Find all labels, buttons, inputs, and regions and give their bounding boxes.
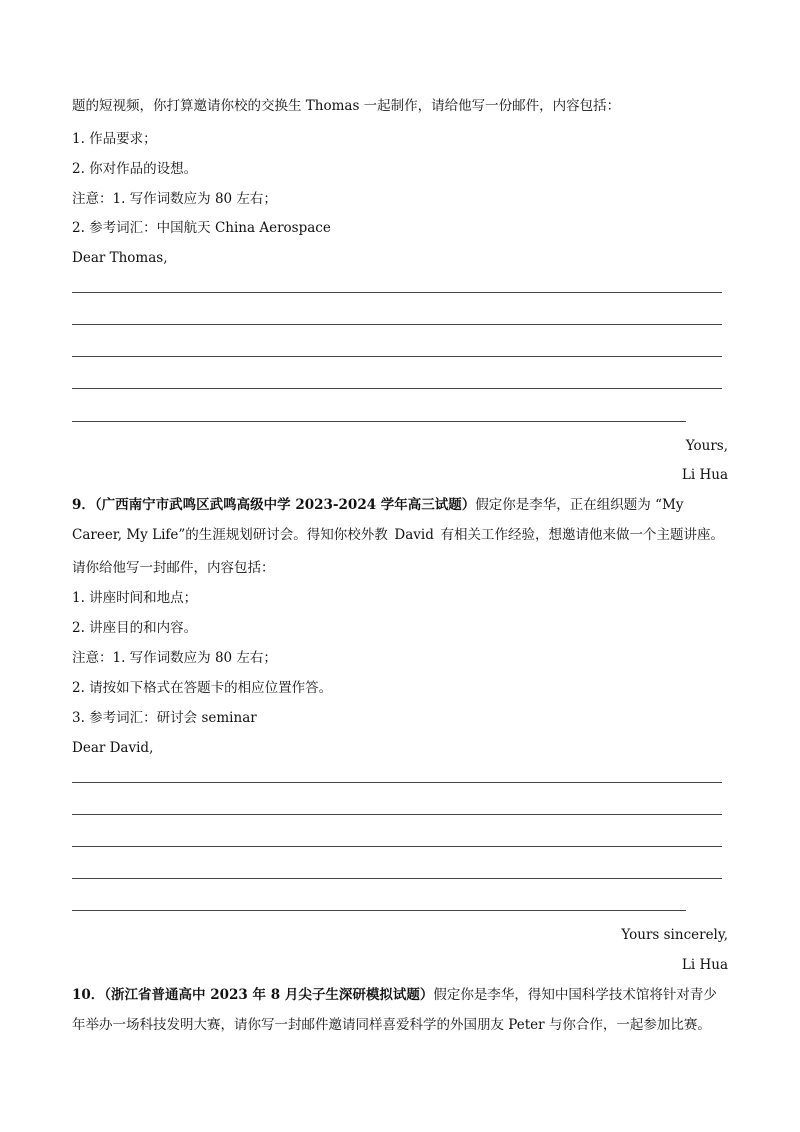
q10-heading [72,986,717,1004]
q8-item-2: 2. 你对作品的设想。 [72,161,198,177]
q9-answer-line[interactable] [72,878,722,879]
q9-salutation: Dear David, [72,740,154,756]
q9-prompt-part: 有相关工作经验，想邀请他来做一个主题讲座。 [440,527,724,543]
q8-note-1: 注意：1. 写作词数应为 80 左右； [72,191,277,207]
q9-closing: Yours sincerely, [621,927,728,943]
q8-answer-line[interactable] [72,388,722,389]
q8-answer-line[interactable] [72,356,722,357]
q8-item-1: 1. 作品要求； [72,131,157,147]
q10-prompt-line-2: 年举办一场科技发明大赛，请你写一封邮件邀请同样喜爱科学的外国朋友 Peter 与你合作，一起参加比赛。 [72,1017,711,1033]
q8-closing: Yours, [685,438,728,454]
q9-heading [72,496,683,514]
q8-answer-line[interactable] [72,324,722,325]
q9-answer-line[interactable] [72,814,722,815]
q9-answer-line[interactable] [72,910,686,911]
q9-prompt-part: Career, My Life”的生涯规划研讨会。得知你校外教 [72,527,388,543]
q9-note-3: 3. 参考词汇：研讨会 seminar [72,710,257,726]
q9-number: 9． [72,497,95,513]
q9-answer-line[interactable] [72,782,722,783]
q8-note-2: 2. 参考词汇：中国航天 China Aerospace [72,220,331,236]
q9-item-2: 2. 讲座目的和内容。 [72,620,198,636]
q9-item-1: 1. 讲座时间和地点； [72,590,198,606]
q10-number: 10． [72,987,105,1003]
q8-answer-line[interactable] [72,292,722,293]
q8-salutation: Dear Thomas, [72,250,168,266]
q9-prompt-line-2 [72,526,724,544]
q9-answer-line[interactable] [72,846,722,847]
q8-answer-line[interactable] [72,421,686,422]
q9-note-2: 2. 请按如下格式在答题卡的相应位置作答。 [72,680,333,696]
q9-signature: Li Hua [681,957,728,973]
q10-prompt-start: 假定你是李华，得知中国科学技术馆将针对青少 [433,987,717,1003]
q8-signature: Li Hua [681,467,728,483]
q9-prompt-part: David [394,527,434,543]
q9-source: （广西南宁市武鸣区武鸣高级中学 2023-2024 学年高三试题） [94,497,476,513]
q8-intro: 题的短视频，你打算邀请你校的交换生 Thomas 一起制作，请给他写一份邮件，内容包括： [72,98,621,114]
q9-prompt-start: 假定你是李华，正在组织题为 “My [475,497,684,513]
q9-note-1: 注意：1. 写作词数应为 80 左右； [72,650,277,666]
q10-source: （浙江省普通高中 2023 年 8 月尖子生深研模拟试题） [104,987,434,1003]
q9-prompt-line-3: 请你给他写一封邮件，内容包括： [72,560,275,576]
